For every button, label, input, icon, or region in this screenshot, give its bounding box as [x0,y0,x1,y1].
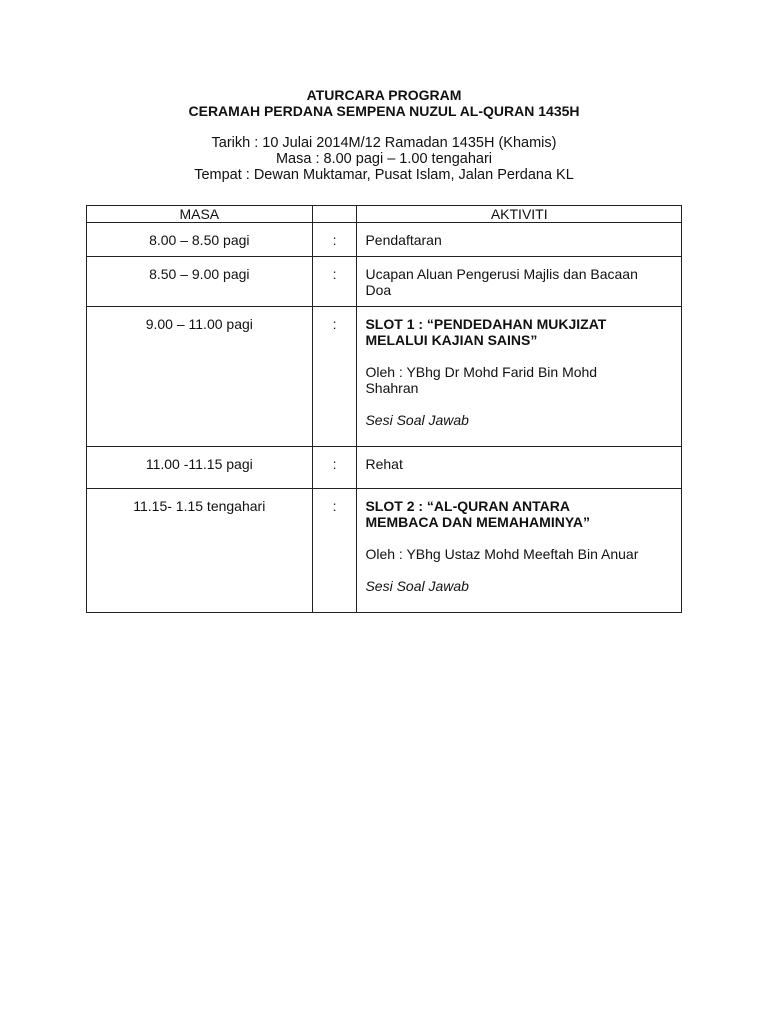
activity-text-line-1: Ucapan Aluan Pengerusi Majlis dan Bacaan [365,266,638,282]
title-line-2: CERAMAH PERDANA SEMPENA NUZUL AL-QURAN 1435H [188,103,580,119]
row-colon: : [312,257,357,307]
slot-title-line-2: MELALUI KAJIAN SAINS” [365,332,538,348]
header-separator [312,206,357,223]
row-activity [357,489,682,613]
activity-text-line-2: Doa [365,282,392,298]
row-time: 11.00 -11.15 pagi [87,447,313,489]
document-header [0,87,768,183]
row-activity [357,447,682,489]
row-colon: : [312,447,357,489]
activity-text: Pendaftaran [365,232,442,248]
table-row [87,447,682,489]
activity-text: Rehat [365,456,403,472]
row-time: 8.00 – 8.50 pagi [87,223,313,257]
title-line-1: ATURCARA PROGRAM [306,87,462,103]
table-row [87,489,682,613]
program-info [0,135,768,183]
slot-title-line-1: SLOT 1 : “PENDEDAHAN MUKJIZAT [365,316,607,332]
speaker-line-2: Shahran [365,380,419,396]
row-colon: : [312,307,357,447]
masa-line: Masa : 8.00 pagi – 1.00 tengahari [275,151,493,167]
qa-session: Sesi Soal Jawab [365,412,469,428]
row-time: 9.00 – 11.00 pagi [87,307,313,447]
schedule-table [86,205,682,613]
speaker-line-1: Oleh : YBhg Dr Mohd Farid Bin Mohd [365,364,598,380]
row-activity [357,223,682,257]
qa-session: Sesi Soal Jawab [365,578,469,594]
table-row [87,257,682,307]
header-aktiviti: AKTIVITI [357,206,682,223]
row-activity [357,307,682,447]
speaker-line-1: Oleh : YBhg Ustaz Mohd Meeftah Bin Anuar [365,546,639,562]
row-time: 11.15- 1.15 tengahari [87,489,313,613]
table-row [87,223,682,257]
slot-title-line-2: MEMBACA DAN MEMAHAMINYA” [365,514,590,530]
row-colon: : [312,489,357,613]
tempat-line: Tempat : Dewan Muktamar, Pusat Islam, Jalan Perdana KL [194,167,574,183]
slot-title-line-1: SLOT 2 : “AL-QURAN ANTARA [365,498,571,514]
row-time: 8.50 – 9.00 pagi [87,257,313,307]
table-row [87,307,682,447]
table-header-row [87,206,682,223]
tarikh-line: Tarikh : 10 Julai 2014M/12 Ramadan 1435H (Khamis) [211,135,557,151]
row-activity [357,257,682,307]
header-masa: MASA [87,206,313,223]
row-colon: : [312,223,357,257]
